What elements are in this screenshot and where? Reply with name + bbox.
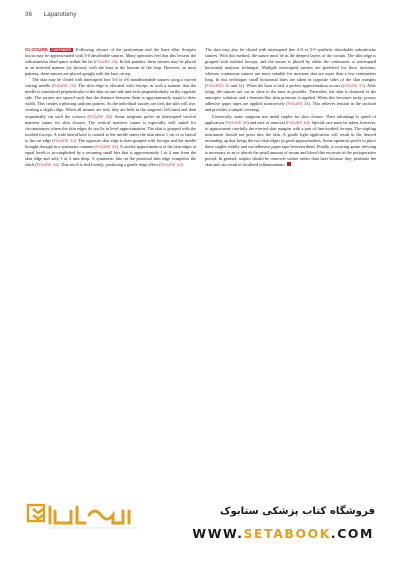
right-column (205, 47, 376, 168)
paragraph (25, 47, 196, 77)
store-watermark-footer (0, 491, 400, 561)
body-text: ). In this patients, these sutures may be placed in an inverted manner (as shown), with the knot at the bottom of the loop. However, in most patients, these sutures are placed upright with the knot on top. (25, 59, 196, 77)
figure-reference: FIGURE 30 (88, 114, 111, 119)
paragraph (205, 47, 376, 114)
body-text: ). The opposite skin edge is then grasped with forceps and the needle brought through in a symmetric manner ( (25, 137, 196, 149)
figure-reference: FIGURE 32 (95, 144, 117, 149)
figure-reference: FIGURE 34 (160, 162, 182, 167)
body-text: ) and ease of removal ( (247, 119, 288, 125)
body-text: ). (181, 161, 184, 167)
paragraph (25, 77, 196, 168)
url-prefix: WWW. (192, 526, 244, 541)
section-heading: CLOSURE (25, 47, 49, 52)
body-text: The skin may be closed with interrupted fine 3-0 or 4-0 nonabsorbable sutures using a curved cutting needle ( (25, 77, 196, 89)
figure-reference: FIGURES 35 (206, 84, 230, 89)
url-suffix: .COM (330, 526, 374, 541)
continued-badge: CONTINUED (51, 47, 72, 52)
figure-reference: FIGURE 28 (95, 60, 116, 65)
figure-reference: FIGURE 38 (287, 102, 309, 107)
figure-reference: FIGURE 39 (226, 120, 248, 125)
setabook-logo (25, 497, 140, 535)
body-text: and (229, 83, 239, 89)
figure-reference: FIGURE 33 (36, 162, 58, 167)
paragraph (205, 114, 376, 168)
page-number: 36 (25, 11, 32, 18)
body-text: ). Some surgeons prefer an interrupted vertical mattress suture for skin closure. The vertical mattress suture is especially well suited for circumstances where the skin edges do not lie in level approximation. The skin is grasped with the toothed forceps. A wide lateral base is created as the needle enters the skin about 1 cm or so lateral to the cut edge ( (25, 113, 196, 143)
body-text: Conversely, some surgeons use metal staples for skin closure. Their advantage is speed of application ( (205, 113, 376, 125)
figure-reference: FIGURE 29 (53, 84, 75, 89)
figure-reference: FIGURE 40 (287, 120, 308, 125)
figure-reference: FIGURE 37 (342, 84, 364, 89)
logo-chevron-icon (28, 505, 44, 521)
url-main: SETABOOK (243, 526, 331, 541)
body-text: ). When the knot is tied, a perfect approximation occurs ( (242, 83, 343, 89)
store-name: فروشگاه کتاب پزشکی ستابوک (220, 506, 375, 517)
body-text: ). The skin edge is elevated with forceps in such a manner that the needle is introduced perpendicular to the skin on one side and exits perpendicularly on the opposite side. The sutures are spaced such that the distance between them is approximately equal to their width. This creates a pleasing uniform pattern. As the individual sutures are tied, the skin will rise, creating a slight ridge. When all sutures are tied, they are held in the surgeon's left hand and then sequentially cut with the scissors ( (25, 83, 197, 119)
store-url (192, 526, 374, 541)
body-text: ). After tying, the sutures are cut as close to the knot as possible. Thereafter, the skin is cleansed of the antiseptic solution, and a benzoin-like skin protector is applied. When this becomes tacky, porous adhesive paper tapes are applied transversely ( (205, 83, 376, 107)
body-text: The skin may also be closed with interrupted fine 4-0 or 5-0 synthetic absorbable subcuticular sutures. With this method, the suture must lie in the deepest layers of the corium. The skin edge is grasped with toothed forceps, and the suture is placed by either the continuous or interrupted horizontal mattress technique. Multiple interrupted sutures are preferred for short incisions, whereas continuous sutures are more suitable for incisions that are more than a few centimeters long. In this technique, small horizontal bites are taken in opposite sides of the skin margins ( (205, 47, 376, 89)
body-text: ). This stitch is tied loosely, producing a gentle ridge effect ( (57, 161, 161, 167)
running-head (25, 11, 76, 18)
body-text: ). Special care must be taken, however, to approximate carefully the everted skin margins with a pair of fine-toothed forceps. The stapling instrument should not press into the skin. A gentle light application will result in the desired mounding up that keeps the two skin edges in good approximation. Some operators prefer to place these staples widely and use adhesive paper tape between them. Finally, a covering gauze dressing is necessary so as to absorb the small amount of serum and blood that excavate in the postoperative period. In general, staples should be removed sooner rather than later because they penetrate the skin and can result in localized inflammations. (205, 119, 376, 167)
body-text: Following closure of the peritoneum and the linea alba, Scarpa's fascia may be approximated with 3-0 absorbable sutures. Many operators feel that this lessens the subcutaneous dead space within the fat ( (25, 47, 196, 65)
figure-reference: 36 (238, 84, 243, 89)
body-text: ). This relieves tension in the incision and provides a simple covering. (205, 101, 377, 113)
figure-reference: FIGURE 31 (53, 138, 75, 143)
chapter-title: Laparotomy (43, 11, 77, 18)
body-text: ). A careful approximation of the skin edges at equal levels is accomplished by a returning small bite that is approximately 1 or 2 mm from the skin edge and only 1 or 2 mm deep. A symmetric bite on the proximal skin edge completes the stitch ( (25, 143, 197, 167)
end-of-section-icon (287, 162, 291, 166)
left-column (25, 47, 196, 168)
